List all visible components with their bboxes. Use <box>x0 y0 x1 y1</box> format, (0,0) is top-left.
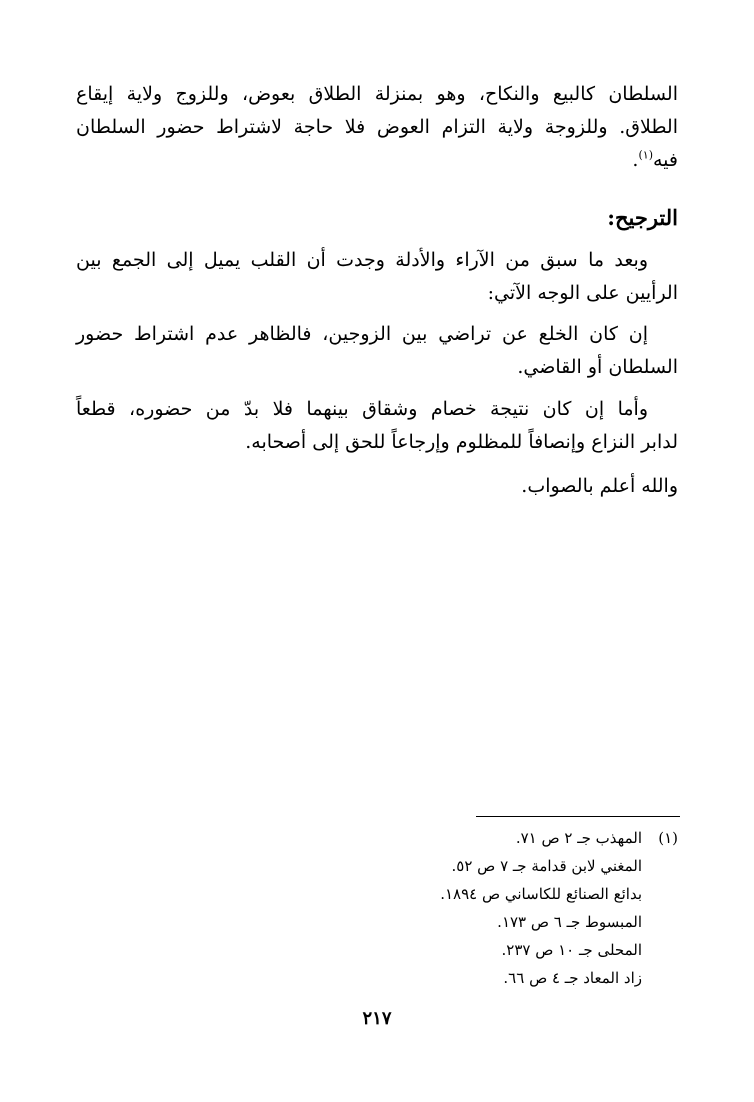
footnote-marker: (١) <box>658 829 678 847</box>
text-line: السلطان أو القاضي. <box>517 356 678 378</box>
paragraph-continuation <box>76 78 678 177</box>
paragraph-dispute <box>76 393 678 459</box>
section-heading: الترجيح: <box>607 205 678 230</box>
text-fragment: فيه <box>652 149 678 171</box>
text-line: الطلاق. وللزوجة ولاية التزام العوض فلا حاجة لاشتراط حضور السلطان <box>76 116 678 138</box>
paragraph-mutual-consent <box>76 318 678 384</box>
text-line: لدابر النزاع وإنصافاً للمظلوم وإرجاعاً للحق إلى أصحابه. <box>245 431 678 453</box>
footnote-item: زاد المعاد جـ ٤ ص ٦٦. <box>503 969 642 987</box>
text-line: وبعد ما سبق من الآراء والأدلة وجدت أن القلب يميل إلى الجمع بين <box>76 249 648 271</box>
text-line: إن كان الخلع عن تراضي بين الزوجين، فالظاهر عدم اشتراط حضور <box>76 323 648 345</box>
paragraph-closing <box>76 470 678 503</box>
footnote-text: المهذب جـ ٢ ص ٧١. <box>515 829 642 847</box>
footnote-item: المبسوط جـ ٦ ص ١٧٣. <box>497 913 642 931</box>
footnote-item: المحلى جـ ١٠ ص ٢٣٧. <box>501 941 642 959</box>
text-line: وأما إن كان نتيجة خصام وشقاق بينهما فلا بدّ من حضوره، قطعاً <box>76 398 648 420</box>
footnote-item <box>358 824 678 852</box>
page-number: ٢١٧ <box>362 1008 392 1029</box>
footnote-item: المغني لابن قدامة جـ ٧ ص ٥٢. <box>451 857 642 875</box>
footnote-separator <box>476 816 680 817</box>
text-line: السلطان كالبيع والنكاح، وهو بمنزلة الطلاق بعوض، وللزوج ولاية إيقاع <box>76 83 678 105</box>
text-line: والله أعلم بالصواب. <box>521 475 678 497</box>
footnotes <box>358 824 678 992</box>
footnote-item: بدائع الصنائع للكاساني ص ١٨٩٤. <box>440 885 642 903</box>
text-line <box>76 144 678 177</box>
footnote-reference: (١) <box>638 148 653 162</box>
paragraph-preference-intro <box>76 244 678 310</box>
text-fragment: . <box>632 149 639 171</box>
text-line: الرأيين على الوجه الآتي: <box>487 282 678 304</box>
